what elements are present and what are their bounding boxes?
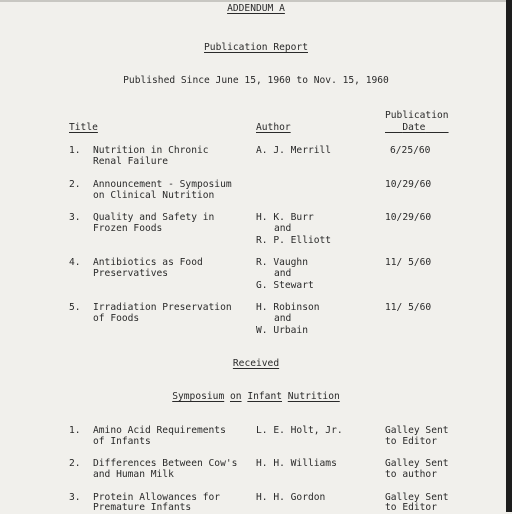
received-number: 2.	[69, 458, 81, 469]
publication-author: H. Robinson	[256, 302, 320, 313]
publication-author: W. Urbain	[256, 325, 308, 336]
publication-title-line1: Irradiation Preservation	[93, 302, 232, 313]
publication-title-line2: Renal Failure	[93, 156, 169, 167]
received-author: H. H. Gordon	[256, 492, 326, 503]
published-since-line: Published Since June 15, 1960 to Nov. 15, 1960	[123, 75, 389, 86]
received-status-line2: to Editor	[385, 436, 437, 447]
received-title-line2: of Infants	[93, 436, 151, 447]
publication-date: 6/25/60	[390, 145, 431, 156]
publication-author: A. J. Merrill	[256, 145, 332, 156]
column-header-publication: Publication	[385, 110, 449, 121]
publication-date: 10/29/60	[385, 179, 432, 190]
page-top-edge	[0, 0, 506, 2]
column-header-title: Title	[69, 122, 98, 133]
received-title-line1: Differences Between Cow's	[93, 458, 238, 469]
publication-date: 11/ 5/60	[385, 257, 432, 268]
publication-author-and: and	[274, 223, 292, 234]
publication-number: 4.	[69, 257, 81, 268]
addendum-heading: ADDENDUM A	[227, 3, 285, 14]
received-status-line1: Galley Sent	[385, 458, 449, 469]
publication-report-heading: Publication Report	[204, 42, 308, 53]
received-title-line2: and Human Milk	[93, 469, 174, 480]
publication-title-line1: Nutrition in Chronic	[93, 145, 209, 156]
received-number: 3.	[69, 492, 81, 503]
publication-author: R. P. Elliott	[256, 235, 332, 246]
publication-date: 11/ 5/60	[385, 302, 432, 313]
received-status-line2: to Editor	[385, 502, 437, 513]
publication-number: 1.	[69, 145, 81, 156]
publication-number: 5.	[69, 302, 81, 313]
publication-author: R. Vaughn	[256, 257, 308, 268]
received-status-line1: Galley Sent	[385, 425, 449, 436]
publication-author: H. K. Burr	[256, 212, 314, 223]
received-number: 1.	[69, 425, 81, 436]
received-title-line1: Protein Allowances for	[93, 492, 221, 503]
publication-title-line2: of Foods	[93, 313, 140, 324]
publication-author: G. Stewart	[256, 280, 314, 291]
received-status-line1: Galley Sent	[385, 492, 449, 503]
publication-number: 2.	[69, 179, 81, 190]
received-author: H. H. Williams	[256, 458, 337, 469]
publication-number: 3.	[69, 212, 81, 223]
publication-title-line1: Quality and Safety in	[93, 212, 215, 223]
publication-title-line2: on Clinical Nutrition	[93, 190, 215, 201]
symposium-heading: Symposium on Infant Nutrition	[172, 391, 340, 402]
publication-title-line1: Announcement - Symposium	[93, 179, 232, 190]
publication-title-line2: Frozen Foods	[93, 223, 163, 234]
received-title-line2: Premature Infants	[93, 502, 192, 513]
received-heading: Received	[232, 358, 280, 369]
column-header-date: Date	[402, 122, 426, 133]
received-author: L. E. Holt, Jr.	[256, 425, 343, 436]
received-title-line1: Amino Acid Requirements	[93, 425, 226, 436]
column-header-author: Author	[256, 122, 291, 133]
publication-title-line1: Antibiotics as Food	[93, 257, 203, 268]
publication-author-and: and	[274, 268, 292, 279]
received-status-line2: to author	[385, 469, 437, 480]
publication-date: 10/29/60	[385, 212, 432, 223]
publication-title-line2: Preservatives	[93, 268, 169, 279]
publication-author-and: and	[274, 313, 292, 324]
